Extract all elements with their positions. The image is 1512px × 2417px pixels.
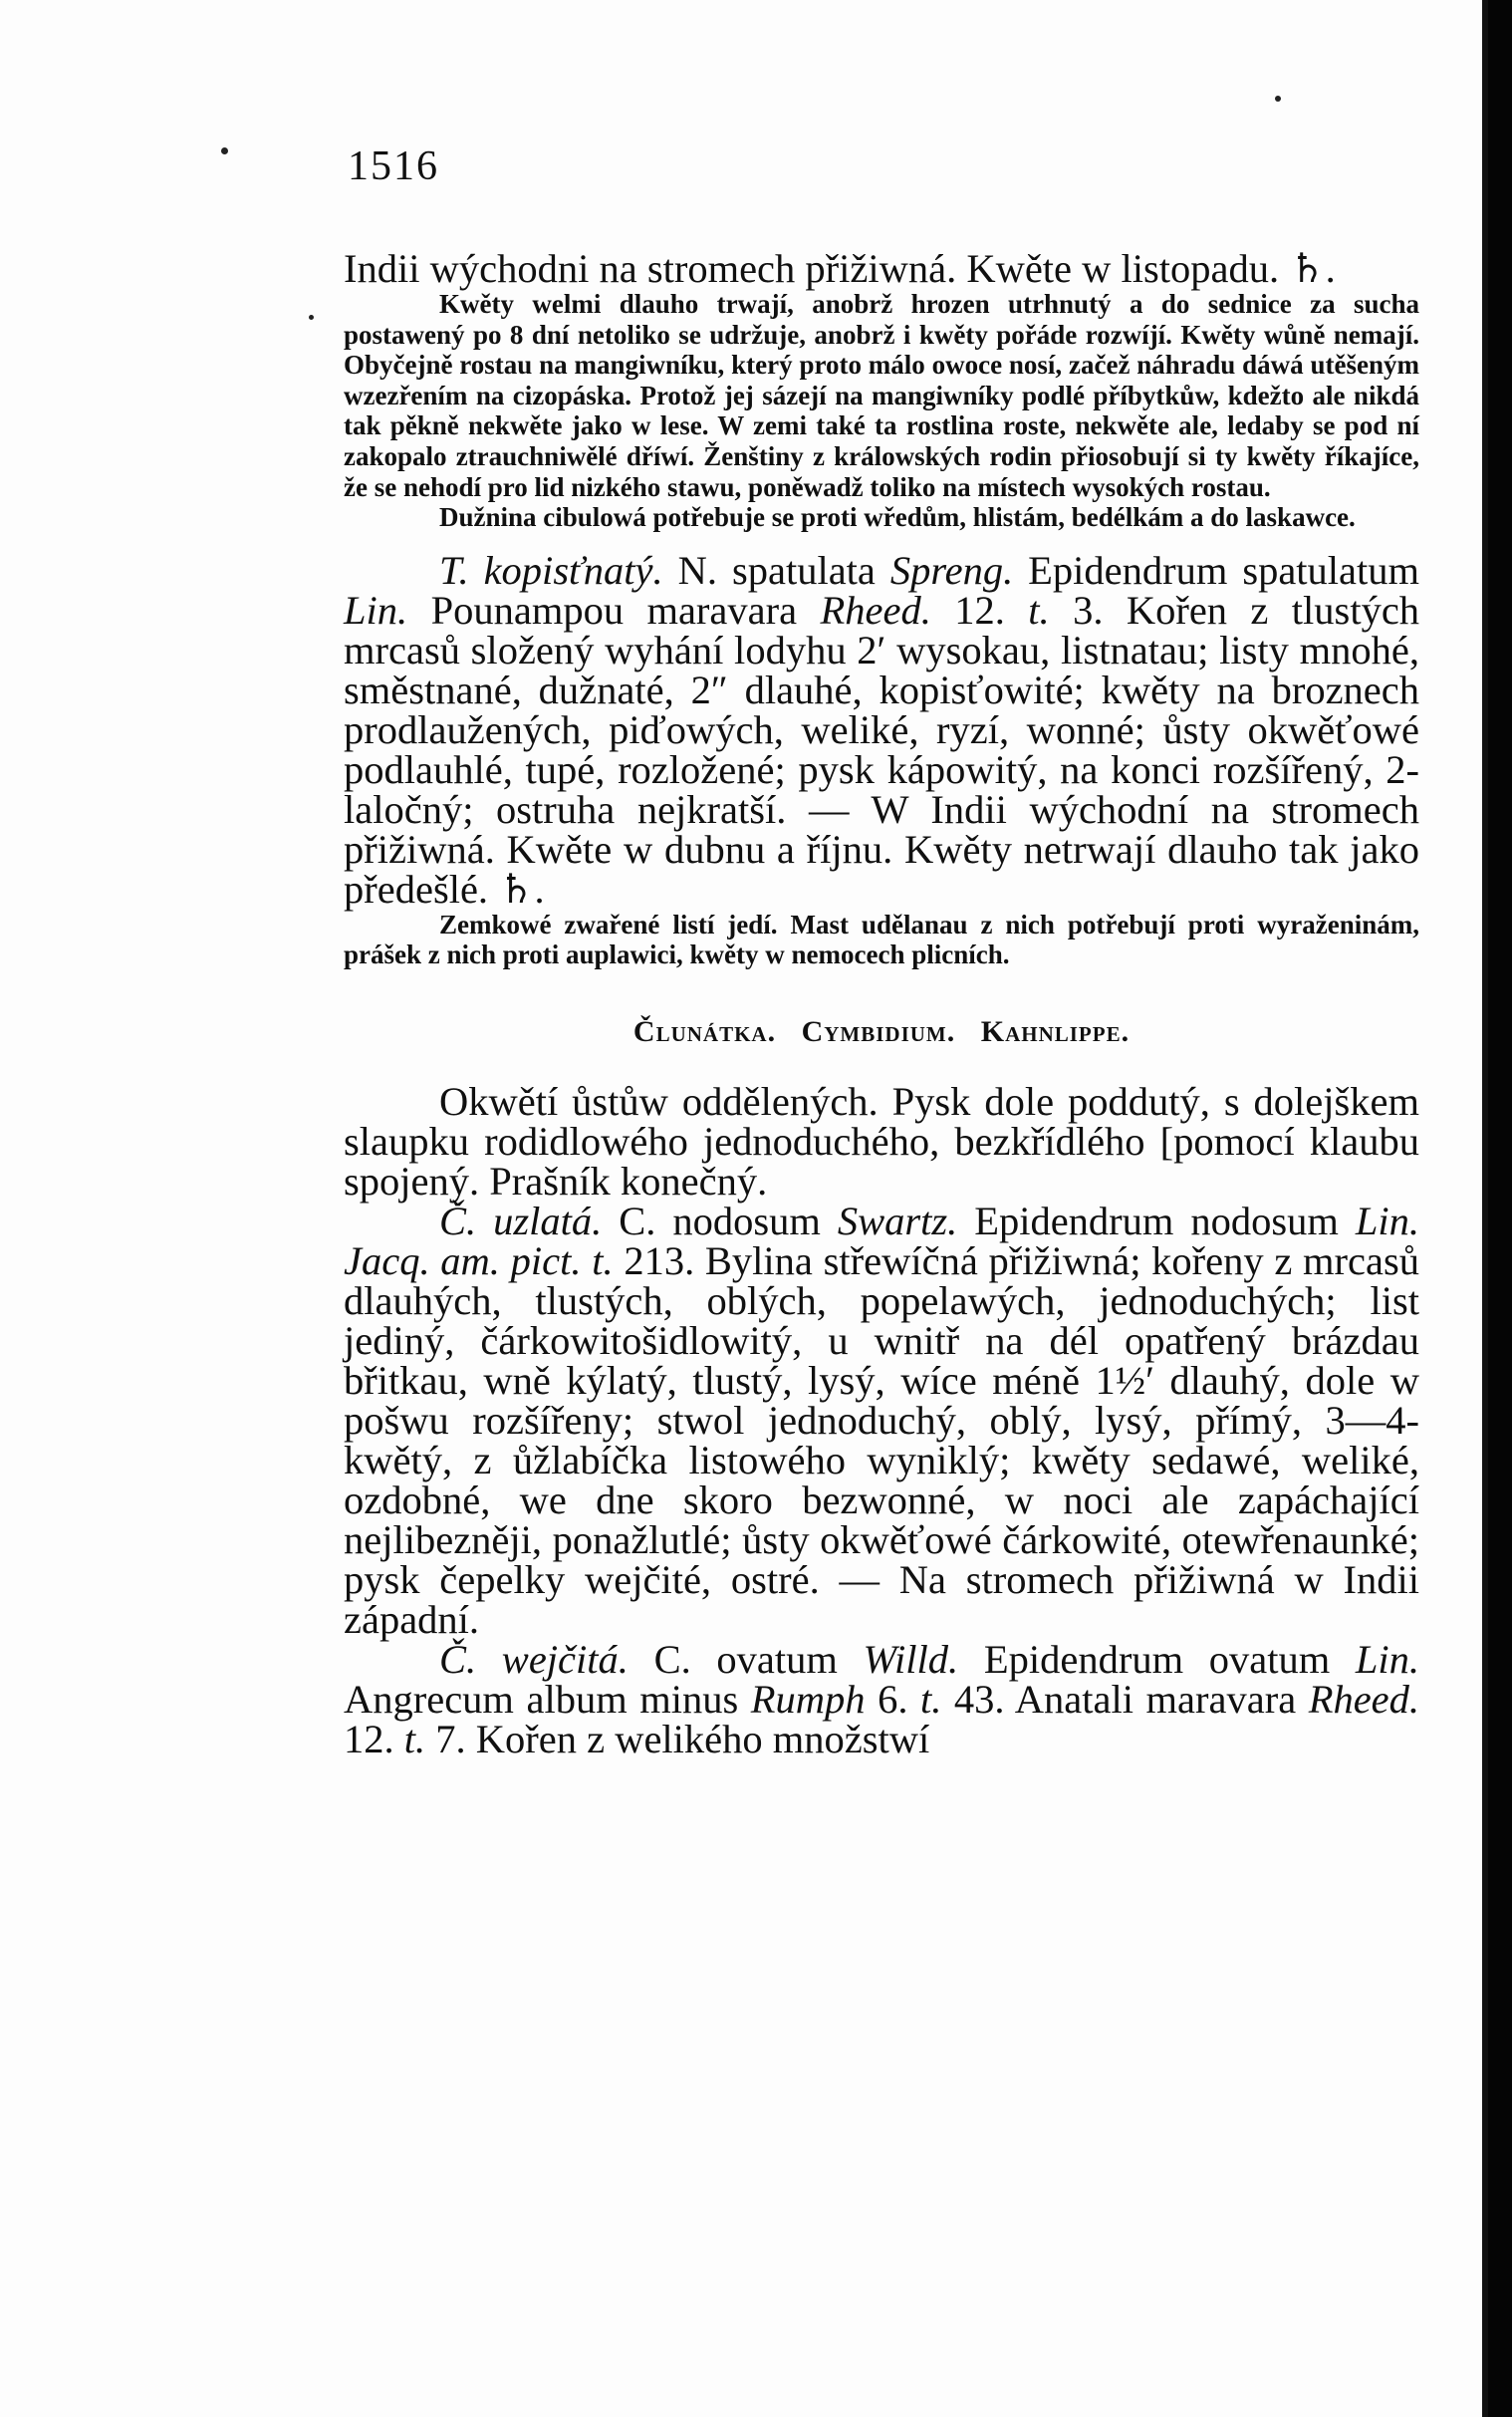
author: Willd. <box>863 1636 959 1682</box>
reference: Rheed. <box>820 587 931 633</box>
speck <box>1275 96 1281 102</box>
author: Lin. Jacq. am. pict. <box>344 1198 1420 1283</box>
synonym: 43. Anatali maravara <box>953 1676 1297 1722</box>
reference: Rheed. <box>1308 1676 1420 1722</box>
genus-description: Okwětí ůstůw oddělených. Pysk dole poddutý, s dolejškem slaupku rodidlowého jednoduchého, bezkřídlého [pomocí klaubu spojený. Prašník konečný. <box>344 1078 1419 1204</box>
species-czech-name: Č. uzlatá. <box>439 1198 603 1243</box>
author: Spreng. <box>889 547 1014 593</box>
species-czech-name: T. kopisťnatý. <box>439 547 663 593</box>
author: Swartz. <box>837 1198 958 1243</box>
synonym: Epidendrum nodosum <box>974 1198 1339 1243</box>
genus-heading <box>344 1012 1419 1052</box>
reference-table: t. <box>919 1676 942 1722</box>
synonym: Pounampou maravara <box>430 587 798 633</box>
synonym: Epidendrum spatulatum <box>1028 547 1420 593</box>
author: Lin. <box>1355 1636 1420 1682</box>
reference-volume: 12. <box>954 587 1005 633</box>
paragraph-uses: Dužnina cibulowá potřebuje se proti wředům, hlistám, bedélkám a do laskawce. <box>439 502 1356 533</box>
genus-name-german: Kahnlippe. <box>980 1014 1131 1048</box>
paragraph-habitat: Indii wýchodni na stromech přižiwná. Kwěte w listopadu. ♄. <box>344 246 1336 291</box>
genus-abbr: N. <box>677 547 717 593</box>
species-description: 7. Kořen z welikého množstwí <box>435 1716 930 1761</box>
page-edge <box>1488 0 1512 2417</box>
entry-spatulata <box>344 547 1420 912</box>
species-description: 213. Bylina střewíčná přižiwná; kořeny z mrcasů dlauhých, tlustých, oblých, popelawých, jednoduchých; list jediný, čárkowitošidlowitý, u wnitř na dél opatřený brázdau břitkau, wně kýlatý, tlustý, lysý, wíce méně 1½′ dlauhý, dole w pošwu rozšířeny; stwol jednoduchý, oblý, lysý, přímý, 3—4-kwětý, z ůžlabíčka listowého wyniklý; kwěty sedawé, weliké, ozdobné, we dne skoro bezwonné, w noci ale zapáchající nejlibezněji, ponažlutlé; ůsty okwěťowé čárkowité, otewřenaunké; pysk čepelky wejčité, ostré. — Na stromech přižiwná w Indii západní. <box>344 1237 1420 1642</box>
entry-nodosum <box>344 1198 1420 1642</box>
speck <box>309 315 314 320</box>
paragraph-notes: Kwěty welmi dlauho trwají, anobrž hrozen utrhnutý a do sednice za sucha postawený po 8 dní netoliko se udržuje, anobrž i kwěty pořáde rozwíjí. Kwěty wůně nemají. Obyčejně rostau na mangiwníku, který proto málo owoce nosí, začež náhradu dáwá utěšeným wzezřením na cizopáska. Protož jej sázejí na mangiwníky podlé příbytkůw, kdežto ale nikdá tak pěkně nekwěte jako w lese. W zemi také ta rostlina roste, nekwěte ale, ledaby se pod ní zakopalo ztrauchniwělé dříwí. Ženštiny z králowských rodin přiosobují si ty kwěty říkajíce, že se nehodí pro lid nizkého stawu, poněwadž toliko na místech wysokých rostau. <box>344 289 1419 502</box>
species-latin: spatulata <box>731 547 876 593</box>
paragraph-medicinal: Zemkowé zwařené listí jedí. Mast udělanau z nich potřebují proti wyraženinám, prášek z nich proti auplawici, kwěty w nemocech plicních. <box>344 909 1419 970</box>
genus-name-czech: Člunátka. <box>632 1014 777 1048</box>
reference-volume: 12. <box>344 1716 394 1761</box>
author: Lin. <box>344 587 408 633</box>
genus-name-latin: Cymbidium. <box>801 1014 956 1048</box>
reference-volume: 6. <box>878 1676 908 1722</box>
reference-table: t. <box>403 1716 426 1761</box>
species-latin: C. nodosum <box>619 1198 821 1243</box>
reference-table: t. <box>592 1237 614 1283</box>
species-czech-name: Č. wejčitá. <box>439 1636 629 1682</box>
species-latin: C. ovatum <box>653 1636 838 1682</box>
reference: Rumph <box>750 1676 866 1722</box>
reference-table: t. <box>1028 587 1050 633</box>
synonym: Epidendrum ovatum <box>983 1636 1331 1682</box>
synonym: Angrecum album minus <box>344 1676 739 1722</box>
page-number: 1516 <box>348 143 439 189</box>
species-description: 3. Kořen z tlustých mrcasů složený wyhání lodyhu 2′ wysokau, listnatau; listy mnohé, směstnané, dužnaté, 2″ dlauhé, kopisťowité; kwěty na broznech prodlaužených, piďowých, weliké, ryzí, wonné; ůsty okwěťowé podlauhlé, tupé, rozložené; pysk kápowitý, na konci rozšířený, 2-laločný; ostruha nejkratší. — W Indii wýchodní na stromech přižiwná. Kwěte w dubnu a říjnu. Kwěty netrwají dlauho tak jako předešlé. ♄. <box>344 587 1420 912</box>
entry-ovatum <box>344 1636 1420 1761</box>
page-content <box>344 141 1419 1759</box>
speck <box>221 147 228 154</box>
